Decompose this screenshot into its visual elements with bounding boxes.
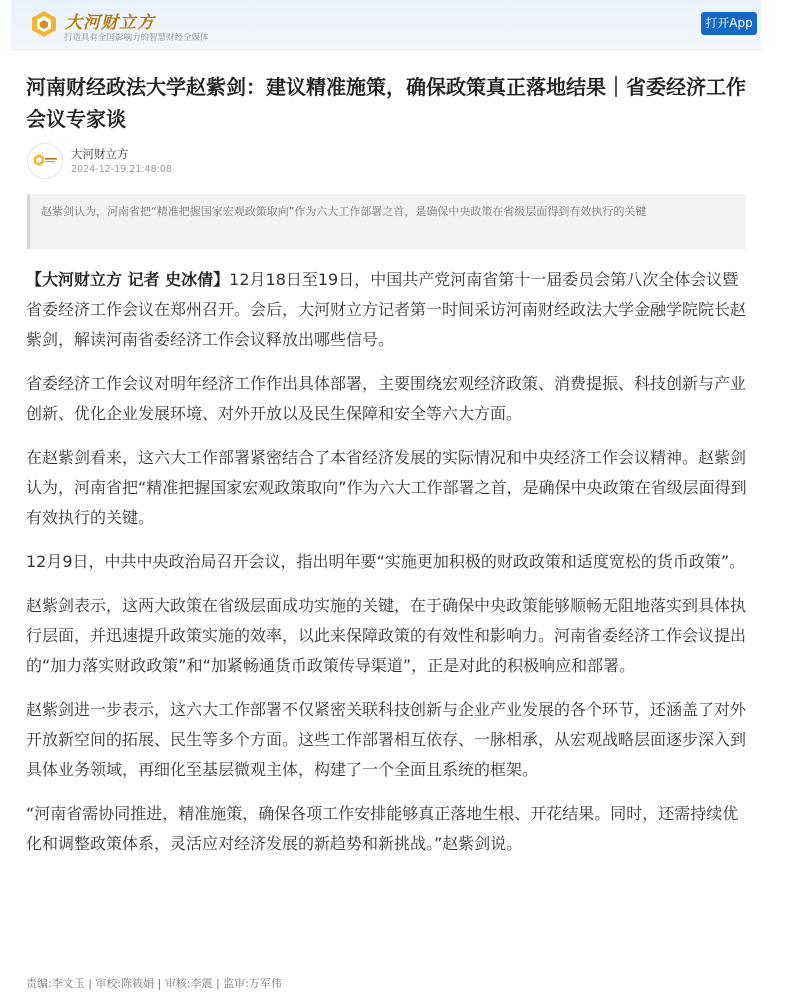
brand-logo-icon[interactable] [29,9,59,39]
author-logo-icon [30,146,60,176]
author-name[interactable]: 大河财立方 [71,147,129,161]
article-paragraph [26,265,752,355]
article-paragraph: “河南省需协同推进，精准施策，确保各项工作安排能够真正落地生根、开花结果。同时，还需持续优化和调整政策体系，灵活应对经济发展的新趋势和新挑战。”赵紫剑说。 [26,804,739,853]
article-paragraph: 省委经济工作会议对明年经济工作作出具体部署，主要围绕宏观经济政策、消费提振、科技创新与产业创新、优化企业发展环境、对外开放以及民生保障和安全等六大方面。 [26,374,747,423]
editor-credits: 责编:李文玉 | 审校:陈筱娟 | 审核:李震 | 监审:万军伟 [26,977,282,990]
publish-time: 2024-12-19 21:48:08 [71,164,172,175]
open-app-button[interactable]: 打开App [701,12,757,35]
paragraph-text: 12月18日至19日，中国共产党河南省第十一届委员会第八次全体会议暨省委经济工作会议在郑州召开。会后，大河财立方记者第一时间采访河南财经政法大学金融学院院长赵紫剑，解读河南省委经济工作会议释放出哪些信号。 [26,270,747,349]
article-paragraph: 在赵紫剑看来，这六大工作部署紧密结合了本省经济发展的实际情况和中央经济工作会议精神。赵紫剑认为，河南省把“精准把握国家宏观政策取向”作为六大工作部署之首，是确保中央政策在省级层面得到有效执行的关键。 [26,448,747,527]
brand-name: 大河财立方 [65,13,155,33]
article-paragraph: 12月9日，中共中央政治局召开会议，指出明年要“实施更加积极的财政政策和适度宽松的货币政策”。 [26,552,746,571]
brand-slogan: 打造具有全国影响力的智慧财经全媒体 [64,33,209,43]
article-summary: 赵紫剑认为，河南省把“精准把握国家宏观政策取向”作为六大工作部署之首，是确保中央政策在省级层面得到有效执行的关键 [27,194,746,249]
byline-lead: 【大河财立方 记者 史冰倩】 [26,270,230,289]
article-title: 河南财经政法大学赵紫剑：建议精准施策，确保政策真正落地结果｜省委经济工作会议专家谈 [26,75,746,131]
author-avatar[interactable] [27,143,63,179]
article-paragraph: 赵紫剑进一步表示，这六大工作部署不仅紧密关联科技创新与企业产业发展的各个环节，还涵盖了对外开放新空间的拓展、民生等多个方面。这些工作部署相互依存、一脉相承，从宏观战略层面逐步深入到具体业务领域，再细化至基层微观主体，构建了一个全面且系统的框架。 [26,700,747,779]
top-banner [11,0,761,50]
article-body [26,265,752,873]
article-paragraph: 赵紫剑表示，这两大政策在省级层面成功实施的关键，在于确保中央政策能够顺畅无阻地落实到具体执行层面，并迅速提升政策实施的效率，以此来保障政策的有效性和影响力。河南省委经济工作会议提出的“加力落实财政政策”和“加紧畅通货币政策传导渠道”，正是对此的积极响应和部署。 [26,596,747,675]
